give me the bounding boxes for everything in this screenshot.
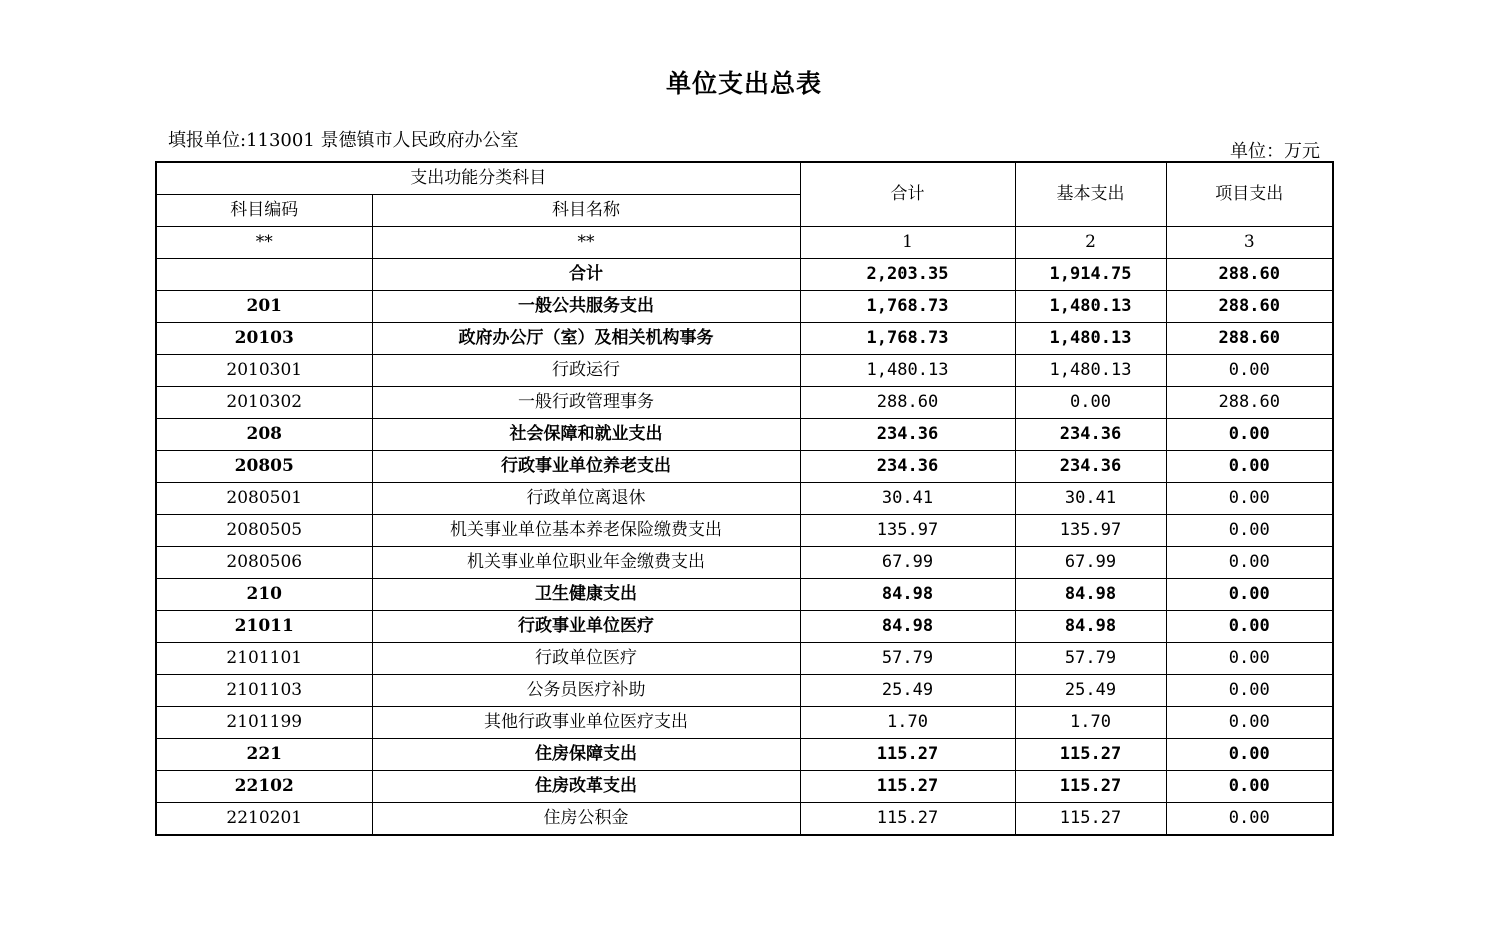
cell-project: 0.00 bbox=[1166, 643, 1333, 675]
header-row bbox=[156, 162, 1333, 195]
cell-project: 0.00 bbox=[1166, 579, 1333, 611]
cell-project: 0.00 bbox=[1166, 803, 1333, 836]
table-row bbox=[156, 707, 1333, 739]
header-total: 合计 bbox=[800, 162, 1015, 227]
cell-code: 2010301 bbox=[156, 355, 372, 387]
index-name: ** bbox=[372, 227, 800, 259]
table-row bbox=[156, 387, 1333, 419]
table-row bbox=[156, 611, 1333, 643]
cell-total: 1,768.73 bbox=[800, 323, 1015, 355]
cell-total: 234.36 bbox=[800, 451, 1015, 483]
cell-total: 25.49 bbox=[800, 675, 1015, 707]
table-row bbox=[156, 355, 1333, 387]
cell-name: 行政运行 bbox=[372, 355, 800, 387]
cell-code: 2101199 bbox=[156, 707, 372, 739]
cell-code: 2080505 bbox=[156, 515, 372, 547]
cell-code: 201 bbox=[156, 291, 372, 323]
cell-name: 住房保障支出 bbox=[372, 739, 800, 771]
cell-name: 行政单位离退休 bbox=[372, 483, 800, 515]
table-body bbox=[156, 259, 1333, 836]
cell-code: 2010302 bbox=[156, 387, 372, 419]
header-group: 支出功能分类科目 bbox=[156, 162, 800, 195]
cell-code: 20805 bbox=[156, 451, 372, 483]
cell-project: 0.00 bbox=[1166, 771, 1333, 803]
cell-project: 0.00 bbox=[1166, 515, 1333, 547]
cell-basic: 234.36 bbox=[1015, 451, 1166, 483]
cell-name: 住房公积金 bbox=[372, 803, 800, 836]
cell-total: 30.41 bbox=[800, 483, 1015, 515]
currency-unit: 单位：万元 bbox=[1230, 141, 1320, 162]
cell-name: 一般公共服务支出 bbox=[372, 291, 800, 323]
cell-code: 2210201 bbox=[156, 803, 372, 836]
table-row bbox=[156, 643, 1333, 675]
header-name: 科目名称 bbox=[372, 195, 800, 227]
cell-total: 84.98 bbox=[800, 579, 1015, 611]
cell-project: 288.60 bbox=[1166, 323, 1333, 355]
cell-basic: 234.36 bbox=[1015, 419, 1166, 451]
cell-total: 234.36 bbox=[800, 419, 1015, 451]
reporting-unit: 填报单位:113001 景德镇市人民政府办公室 bbox=[168, 130, 519, 151]
table-row bbox=[156, 419, 1333, 451]
index-total: 1 bbox=[800, 227, 1015, 259]
cell-total: 1,768.73 bbox=[800, 291, 1015, 323]
cell-name: 行政单位医疗 bbox=[372, 643, 800, 675]
cell-basic: 115.27 bbox=[1015, 803, 1166, 836]
cell-code: 22102 bbox=[156, 771, 372, 803]
cell-total: 288.60 bbox=[800, 387, 1015, 419]
cell-total: 67.99 bbox=[800, 547, 1015, 579]
cell-total: 57.79 bbox=[800, 643, 1015, 675]
cell-code: 2101101 bbox=[156, 643, 372, 675]
cell-code: 2101103 bbox=[156, 675, 372, 707]
cell-project: 288.60 bbox=[1166, 387, 1333, 419]
index-row bbox=[156, 227, 1333, 259]
table-row bbox=[156, 579, 1333, 611]
cell-code bbox=[156, 259, 372, 291]
cell-basic: 135.97 bbox=[1015, 515, 1166, 547]
cell-basic: 57.79 bbox=[1015, 643, 1166, 675]
cell-name: 行政事业单位医疗 bbox=[372, 611, 800, 643]
cell-name: 住房改革支出 bbox=[372, 771, 800, 803]
table-row bbox=[156, 739, 1333, 771]
cell-total: 115.27 bbox=[800, 771, 1015, 803]
cell-code: 2080501 bbox=[156, 483, 372, 515]
cell-name: 其他行政事业单位医疗支出 bbox=[372, 707, 800, 739]
cell-basic: 1,480.13 bbox=[1015, 355, 1166, 387]
cell-project: 0.00 bbox=[1166, 483, 1333, 515]
cell-total: 84.98 bbox=[800, 611, 1015, 643]
cell-project: 0.00 bbox=[1166, 739, 1333, 771]
cell-basic: 30.41 bbox=[1015, 483, 1166, 515]
table-row bbox=[156, 291, 1333, 323]
cell-project: 288.60 bbox=[1166, 259, 1333, 291]
cell-project: 0.00 bbox=[1166, 675, 1333, 707]
index-basic: 2 bbox=[1015, 227, 1166, 259]
cell-name: 社会保障和就业支出 bbox=[372, 419, 800, 451]
table-row bbox=[156, 259, 1333, 291]
table-row bbox=[156, 323, 1333, 355]
cell-basic: 1,480.13 bbox=[1015, 291, 1166, 323]
cell-basic: 25.49 bbox=[1015, 675, 1166, 707]
cell-project: 288.60 bbox=[1166, 291, 1333, 323]
page-title: 单位支出总表 bbox=[665, 69, 822, 98]
cell-basic: 115.27 bbox=[1015, 771, 1166, 803]
cell-name: 政府办公厅（室）及相关机构事务 bbox=[372, 323, 800, 355]
cell-code: 210 bbox=[156, 579, 372, 611]
cell-total: 115.27 bbox=[800, 739, 1015, 771]
cell-basic: 67.99 bbox=[1015, 547, 1166, 579]
cell-name: 合计 bbox=[372, 259, 800, 291]
cell-total: 115.27 bbox=[800, 803, 1015, 836]
cell-name: 一般行政管理事务 bbox=[372, 387, 800, 419]
cell-basic: 84.98 bbox=[1015, 611, 1166, 643]
cell-code: 2080506 bbox=[156, 547, 372, 579]
index-code: ** bbox=[156, 227, 372, 259]
table-row bbox=[156, 771, 1333, 803]
cell-total: 135.97 bbox=[800, 515, 1015, 547]
cell-total: 1,480.13 bbox=[800, 355, 1015, 387]
cell-basic: 1.70 bbox=[1015, 707, 1166, 739]
cell-project: 0.00 bbox=[1166, 611, 1333, 643]
cell-project: 0.00 bbox=[1166, 451, 1333, 483]
cell-code: 221 bbox=[156, 739, 372, 771]
cell-total: 2,203.35 bbox=[800, 259, 1015, 291]
header-code: 科目编码 bbox=[156, 195, 372, 227]
cell-name: 机关事业单位基本养老保险缴费支出 bbox=[372, 515, 800, 547]
header-project: 项目支出 bbox=[1166, 162, 1333, 227]
cell-project: 0.00 bbox=[1166, 355, 1333, 387]
header-basic: 基本支出 bbox=[1015, 162, 1166, 227]
cell-project: 0.00 bbox=[1166, 547, 1333, 579]
cell-project: 0.00 bbox=[1166, 707, 1333, 739]
expenditure-table bbox=[155, 161, 1334, 836]
table-row bbox=[156, 675, 1333, 707]
cell-name: 卫生健康支出 bbox=[372, 579, 800, 611]
cell-name: 行政事业单位养老支出 bbox=[372, 451, 800, 483]
table-row bbox=[156, 451, 1333, 483]
cell-basic: 0.00 bbox=[1015, 387, 1166, 419]
table-row bbox=[156, 547, 1333, 579]
table-row bbox=[156, 483, 1333, 515]
cell-code: 208 bbox=[156, 419, 372, 451]
cell-name: 机关事业单位职业年金缴费支出 bbox=[372, 547, 800, 579]
cell-project: 0.00 bbox=[1166, 419, 1333, 451]
table-row bbox=[156, 515, 1333, 547]
cell-total: 1.70 bbox=[800, 707, 1015, 739]
cell-code: 20103 bbox=[156, 323, 372, 355]
cell-name: 公务员医疗补助 bbox=[372, 675, 800, 707]
cell-code: 21011 bbox=[156, 611, 372, 643]
cell-basic: 115.27 bbox=[1015, 739, 1166, 771]
cell-basic: 84.98 bbox=[1015, 579, 1166, 611]
cell-basic: 1,914.75 bbox=[1015, 259, 1166, 291]
index-project: 3 bbox=[1166, 227, 1333, 259]
cell-basic: 1,480.13 bbox=[1015, 323, 1166, 355]
table-row bbox=[156, 803, 1333, 836]
